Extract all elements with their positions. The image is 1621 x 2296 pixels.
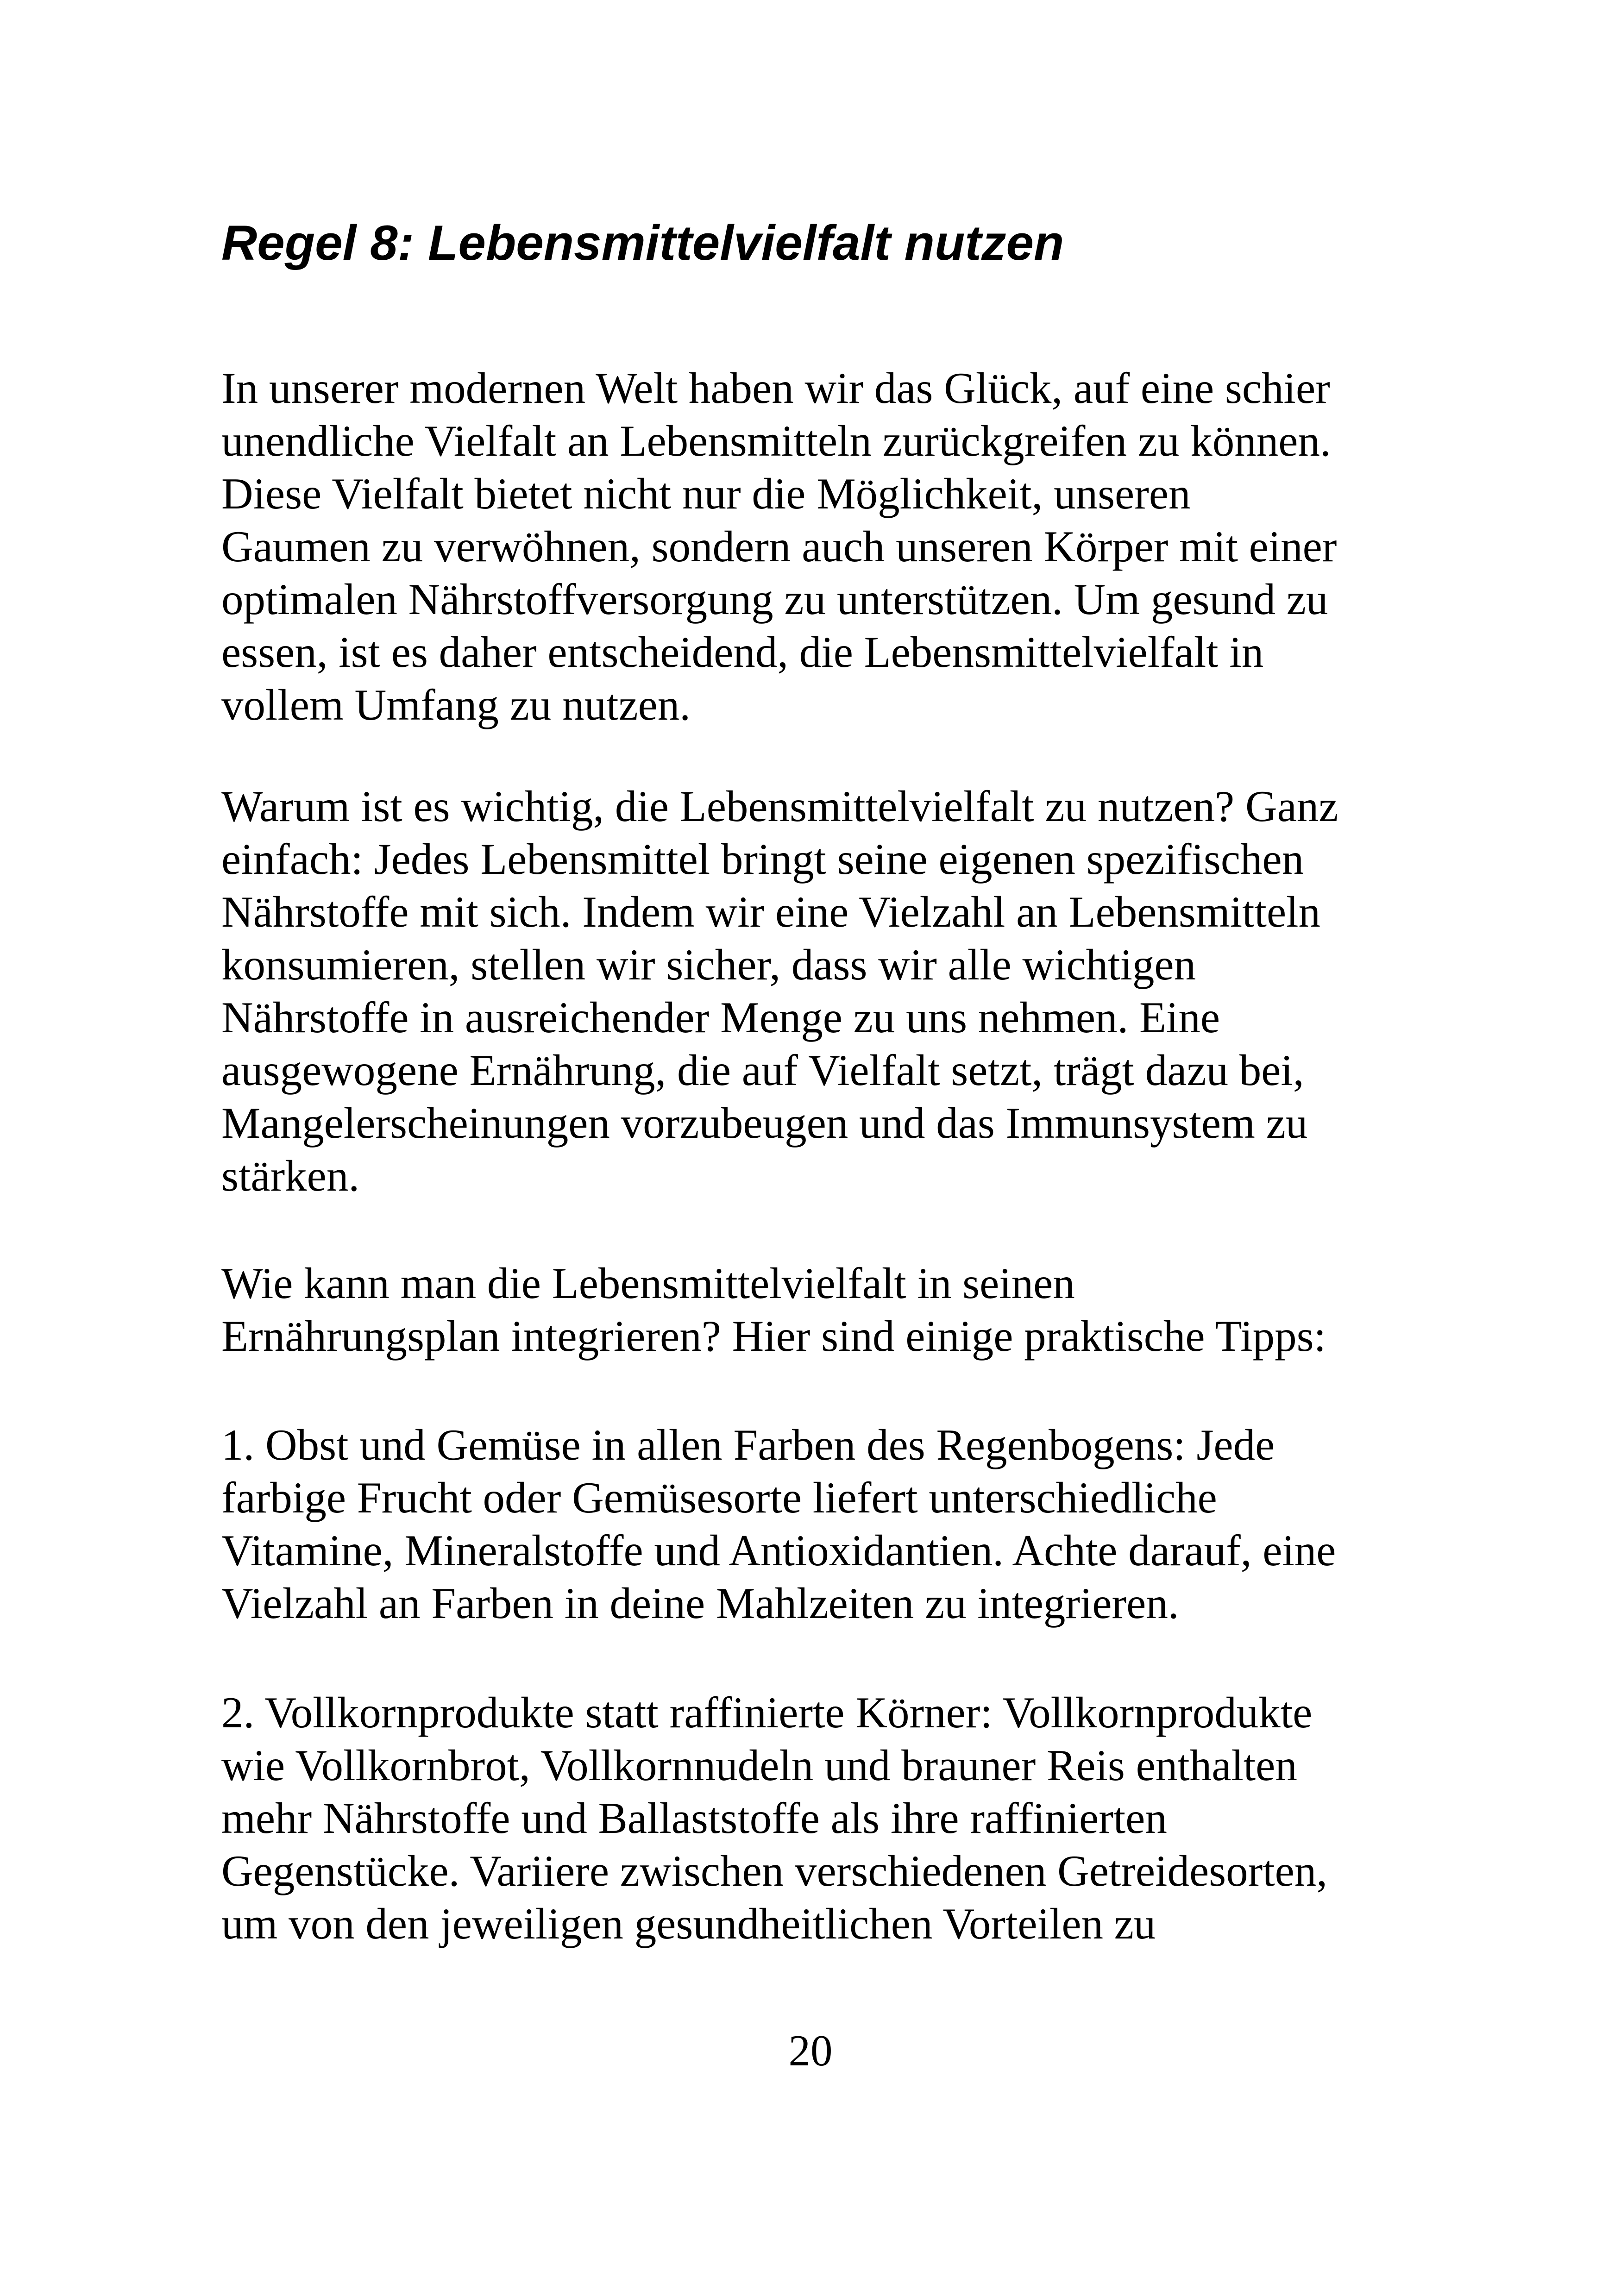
text-line: farbige Frucht oder Gemüsesorte liefert unterschiedliche xyxy=(221,1473,1217,1522)
text-line: 1. Obst und Gemüse in allen Farben des Regenbogens: Jede xyxy=(221,1420,1275,1469)
text-line: In unserer modernen Welt haben wir das Glück, auf eine schier xyxy=(221,364,1330,413)
text-line: Mangelerscheinungen vorzubeugen und das Immunsystem zu xyxy=(221,1098,1308,1148)
text-line: Diese Vielfalt bietet nicht nur die Möglichkeit, unseren xyxy=(221,469,1191,518)
paragraph-intro xyxy=(221,362,1337,731)
tip-1 xyxy=(221,1418,1336,1630)
paragraph-why xyxy=(221,780,1338,1202)
text-line: Vitamine, Mineralstoffe und Antioxidantien. Achte darauf, eine xyxy=(221,1526,1336,1575)
tip-2 xyxy=(221,1686,1327,1950)
paragraph-how xyxy=(221,1257,1326,1362)
text-line: Wie kann man die Lebensmittelvielfalt in seinen xyxy=(221,1259,1075,1308)
text-line: um von den jeweiligen gesundheitlichen Vorteilen zu xyxy=(221,1899,1156,1948)
text-line: Nährstoffe in ausreichender Menge zu uns nehmen. Eine xyxy=(221,993,1220,1042)
text-line: Warum ist es wichtig, die Lebensmittelvielfalt zu nutzen? Ganz xyxy=(221,782,1338,831)
text-line: Nährstoffe mit sich. Indem wir eine Vielzahl an Lebensmitteln xyxy=(221,887,1321,936)
text-line: Ernährungsplan integrieren? Hier sind einige praktische Tipps: xyxy=(221,1311,1326,1361)
text-line: stärken. xyxy=(221,1151,360,1200)
text-line: Gaumen zu verwöhnen, sondern auch unseren Körper mit einer xyxy=(221,522,1337,571)
text-line: vollem Umfang zu nutzen. xyxy=(221,680,691,729)
text-line: einfach: Jedes Lebensmittel bringt seine eigenen spezifischen xyxy=(221,834,1304,884)
text-line: 2. Vollkornprodukte statt raffinierte Körner: Vollkornprodukte xyxy=(221,1688,1313,1737)
text-line: Vielzahl an Farben in deine Mahlzeiten zu integrieren. xyxy=(221,1579,1179,1628)
text-line: Gegenstücke. Variiere zwischen verschiedenen Getreidesorten, xyxy=(221,1846,1328,1895)
text-line: optimalen Nährstoffversorgung zu unterstützen. Um gesund zu xyxy=(221,575,1328,624)
text-line: konsumieren, stellen wir sicher, dass wir alle wichtigen xyxy=(221,940,1196,989)
text-line: essen, ist es daher entscheidend, die Lebensmittelvielfalt in xyxy=(221,627,1264,677)
text-line: ausgewogene Ernährung, die auf Vielfalt setzt, trägt dazu bei, xyxy=(221,1046,1304,1095)
text-line: unendliche Vielfalt an Lebensmitteln zurückgreifen zu können. xyxy=(221,416,1331,465)
text-line: mehr Nährstoffe und Ballaststoffe als ihre raffinierten xyxy=(221,1794,1167,1843)
text-line: wie Vollkornbrot, Vollkornnudeln und brauner Reis enthalten xyxy=(221,1741,1297,1790)
page-number: 20 xyxy=(788,2026,833,2075)
page-title: Regel 8: Lebensmittelvielfalt nutzen xyxy=(221,215,1064,270)
